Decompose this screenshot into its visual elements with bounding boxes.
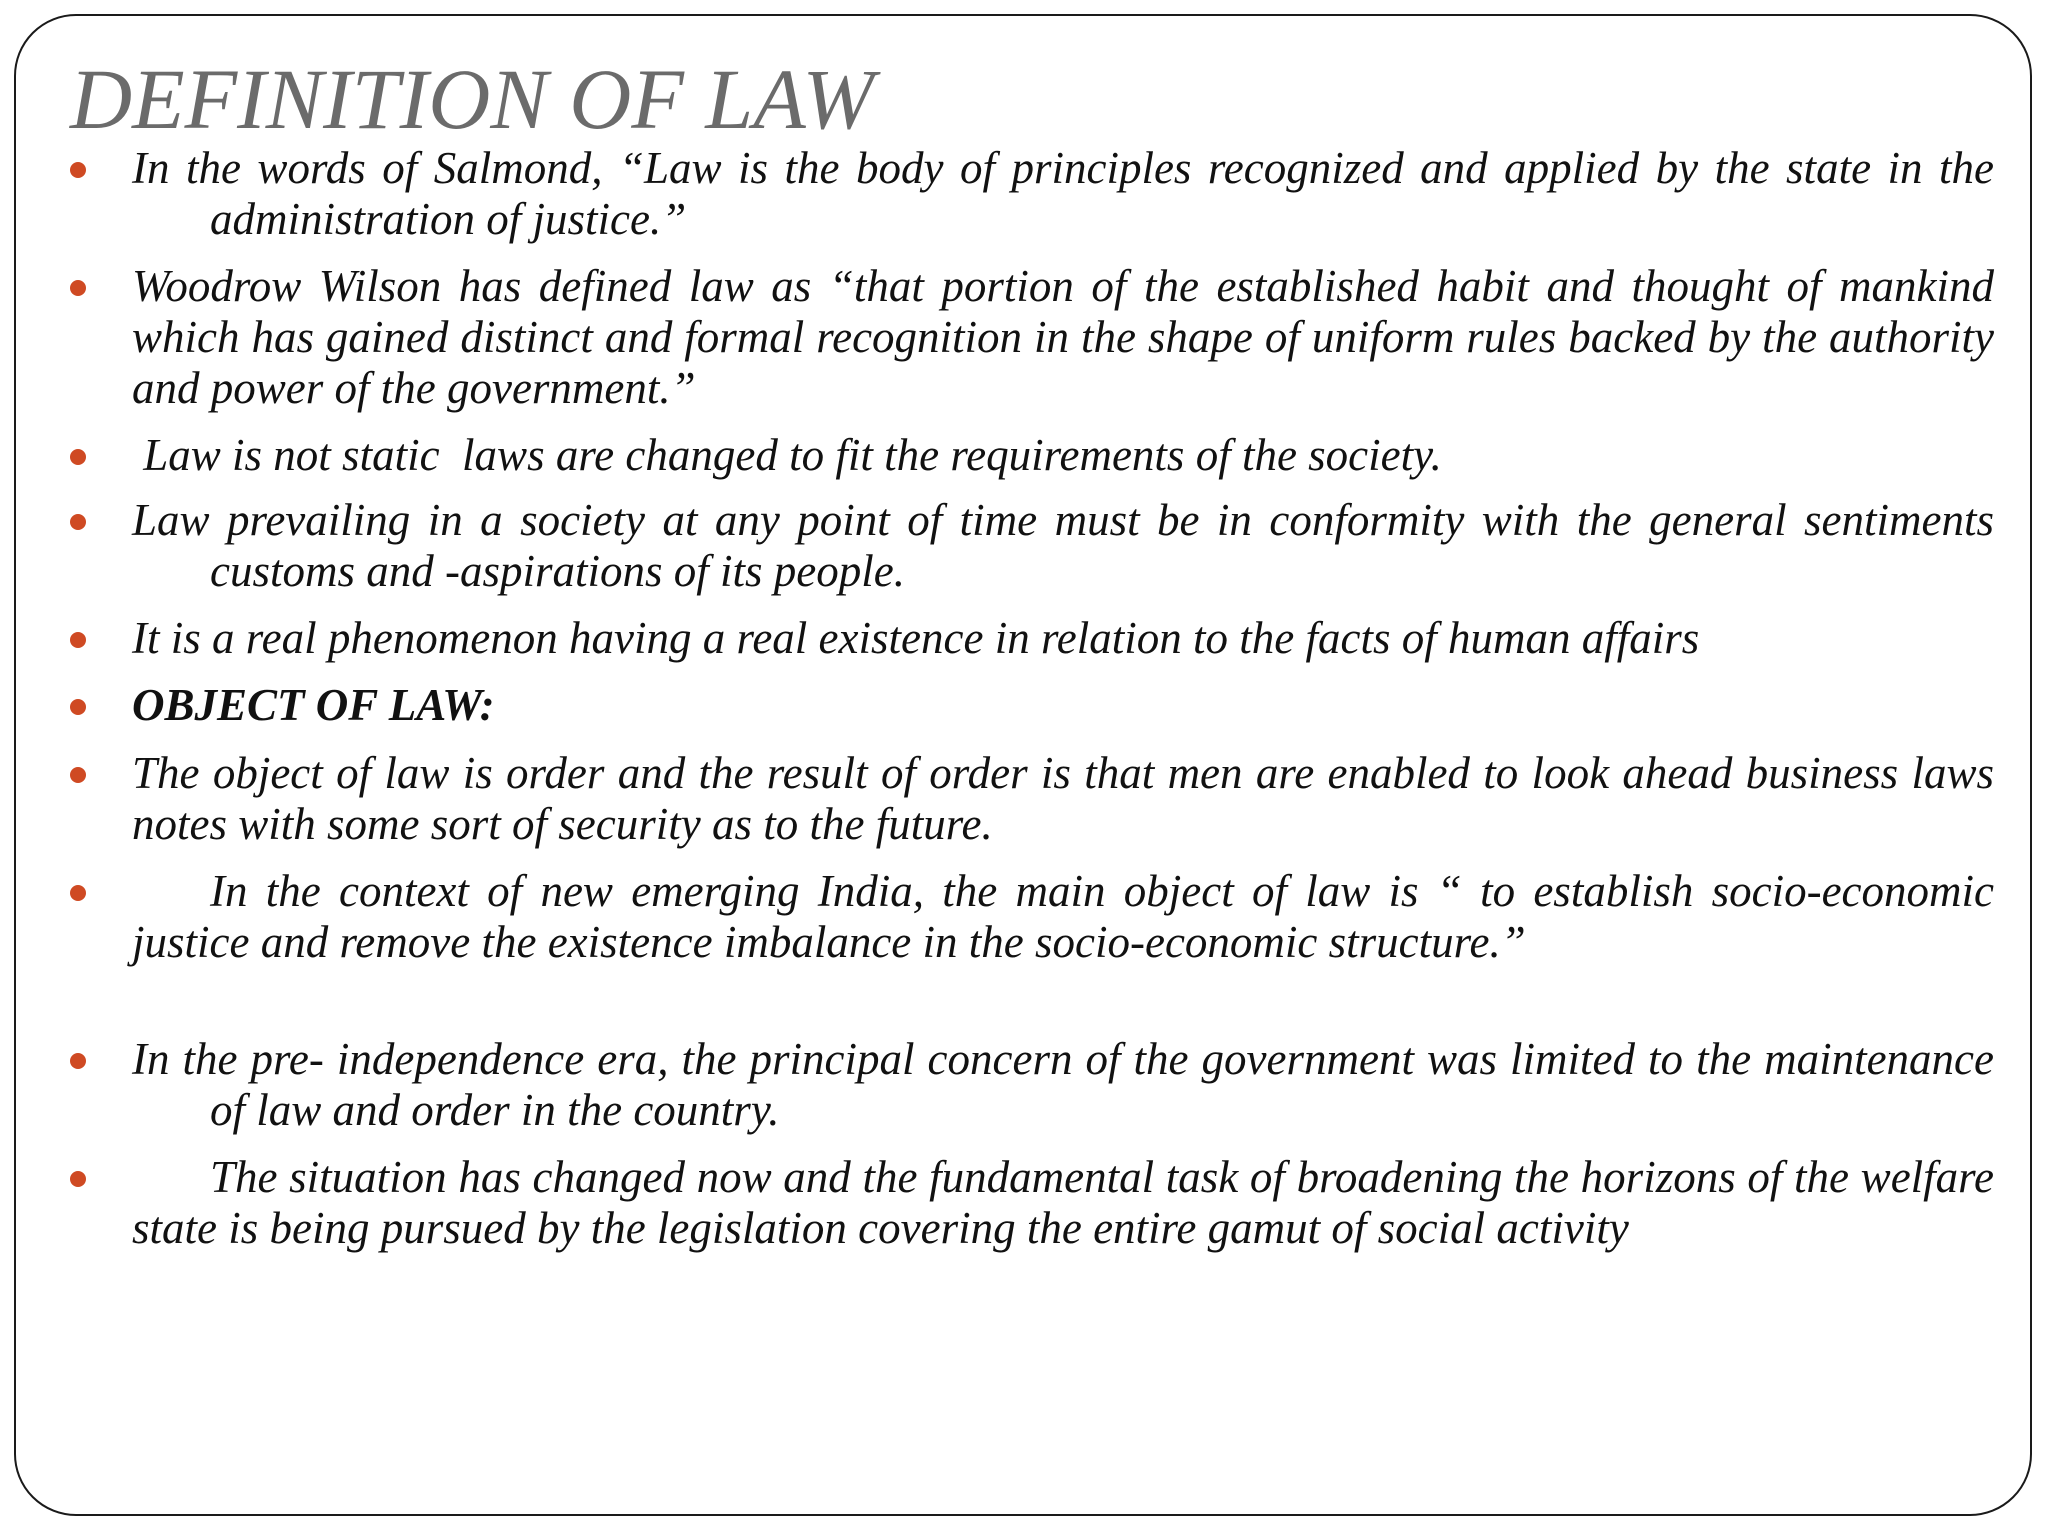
section-heading: OBJECT OF LAW:	[132, 680, 495, 730]
bullet-item	[132, 495, 1994, 597]
bullet-dot-icon	[70, 767, 86, 783]
bullet-dot-icon	[70, 1171, 86, 1187]
bullet-item	[132, 1152, 1994, 1254]
bullet-text: In the words of Salmond, “Law is the body of principles recognized and applied by the state in the administration of justice.”	[132, 143, 1994, 244]
bullet-dot-icon	[70, 699, 86, 715]
bullet-text: Law is not static laws are changed to fit the requirements of the society.	[132, 430, 1442, 480]
bullet-dot-icon	[70, 449, 86, 465]
bullet-item	[132, 613, 1994, 664]
bullet-dot-icon	[70, 514, 86, 530]
bullet-item	[132, 1034, 1994, 1136]
bullet-dot-icon	[70, 1053, 86, 1069]
bullet-item	[132, 430, 1994, 481]
bullet-text: It is a real phenomenon having a real existence in relation to the facts of human affairs	[132, 613, 1700, 663]
bullet-item	[132, 866, 1994, 968]
bullet-text: Woodrow Wilson has defined law as “that portion of the established habit and thought of mankind which has gained distinct and formal recognition in the shape of uniform rules backed by the authority and power of the government.”	[132, 261, 1994, 413]
bullet-item	[132, 261, 1994, 414]
bullet-dot-icon	[70, 885, 86, 901]
bullet-text: Law prevailing in a society at any point of time must be in conformity with the general sentiments customs and -aspirations of its people.	[132, 495, 1994, 596]
bullet-item	[132, 143, 1994, 245]
bullet-dot-icon	[70, 632, 86, 648]
bullet-dot-icon	[70, 280, 86, 296]
bullet-dot-icon	[70, 162, 86, 178]
bullet-item	[132, 680, 1994, 731]
bullet-text: In the pre- independence era, the principal concern of the government was limited to the maintenance of law and order in the country.	[132, 1034, 1994, 1135]
bullet-text: In the context of new emerging India, the main object of law is “ to establish socio-economic justice and remove the existence imbalance in the socio-economic structure.”	[132, 866, 1994, 967]
bullet-item	[132, 748, 1994, 850]
bullet-text: The situation has changed now and the fundamental task of broadening the horizons of the welfare state is being pursued by the legislation covering the entire gamut of social activity	[132, 1152, 1994, 1253]
slide-title: DEFINITION OF LAW	[70, 51, 875, 147]
bullet-text: The object of law is order and the result of order is that men are enabled to look ahead business laws notes with some sort of security as to the future.	[132, 748, 1994, 849]
